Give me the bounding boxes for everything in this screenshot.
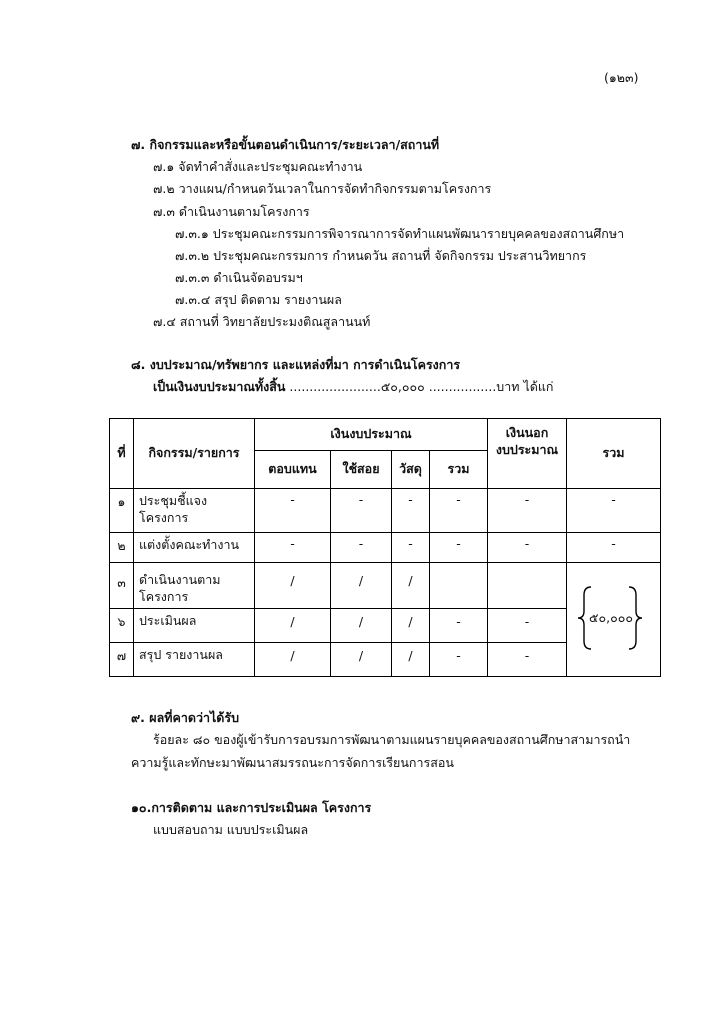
cell-subtotal: - (430, 489, 488, 533)
col-header-activity: กิจกรรม/รายการ (134, 419, 255, 489)
section-7-item-3: ๗.๓ ดำเนินงานตามโครงการ (153, 204, 310, 219)
cell-subtotal: - (430, 533, 488, 563)
section-7-item-3-2: ๗.๓.๒ ประชุมคณะกรรมการ กำหนดวัน สถานที่ จัดกิจกรรม ประสานวิทยากร (175, 248, 587, 263)
cell-compensation: / (255, 563, 331, 609)
cell-compensation: - (255, 489, 331, 533)
cell-non-budget (488, 563, 567, 609)
cell-subtotal: - (430, 643, 488, 677)
cell-non-budget: - (488, 609, 567, 643)
cell-non-budget: - (488, 489, 567, 533)
section-7-item-3-3: ๗.๓.๓ ดำเนินจัดอบรมฯ (175, 270, 303, 285)
cell-materials: - (392, 533, 430, 563)
section-10-heading: ๑๐.การติดตาม และการประเมินผล โครงการ (131, 800, 372, 815)
grouped-total-value: ๕๐,๐๐๐ (589, 610, 633, 625)
section-7-item-4: ๗.๔ สถานที่ วิทยาลัยประมงติณสูลานนท์ (153, 314, 371, 329)
cell-materials: - (392, 489, 430, 533)
col-header-materials: วัสดุ (392, 451, 430, 489)
budget-total-amount: .......................๕๐,๐๐๐ .................บาท ได้แก่ (285, 379, 554, 394)
section-8-heading: ๘. งบประมาณ/ทรัพยากร และแหล่งที่มา การดำเนินโครงการ (131, 357, 461, 372)
section-10-line-1: แบบสอบถาม แบบประเมินผล (153, 822, 309, 837)
row-activity: ประเมินผล (134, 609, 255, 643)
col-header-expenses: ใช้สอย (331, 451, 392, 489)
cell-expenses: / (331, 563, 392, 609)
section-9-line-1: ร้อยละ ๘๐ ของผู้เข้ารับการอบรมการพัฒนาตามแผนรายบุคคลของสถานศึกษาสามารถนำ (153, 732, 631, 747)
grouped-total (576, 585, 646, 651)
cell-materials: / (392, 609, 430, 643)
cell-expenses: - (331, 489, 392, 533)
cell-total: - (567, 489, 661, 533)
col-header-subtotal: รวม (430, 451, 488, 489)
col-header-total: รวม (567, 419, 661, 489)
budget-total-line (153, 379, 553, 395)
section-7-item-1: ๗.๑ จัดทำคำสั่งและประชุมคณะทำงาน (153, 159, 363, 174)
cell-expenses: / (331, 643, 392, 677)
cell-compensation: / (255, 609, 331, 643)
section-7-heading: ๗. กิจกรรมและหรือขั้นตอนดำเนินการ/ระยะเวลา/สถานที่ (131, 137, 440, 152)
cell-materials: / (392, 643, 430, 677)
cell-expenses: / (331, 609, 392, 643)
section-7-item-2: ๗.๒ วางแผน/กำหนดวันเวลาในการจัดทำกิจกรรมตามโครงการ (153, 181, 492, 196)
cell-non-budget: - (488, 533, 567, 563)
cell-compensation: - (255, 533, 331, 563)
section-7-item-3-4: ๗.๓.๔ สรุป ติดตาม รายงานผล (175, 292, 342, 307)
cell-materials: / (392, 563, 430, 609)
row-activity: ดำเนินงานตาม โครงการ (134, 563, 255, 609)
cell-expenses: - (331, 533, 392, 563)
row-no: ๓ (110, 563, 134, 609)
section-9-heading: ๙. ผลที่คาดว่าได้รับ (131, 710, 240, 725)
budget-total-prefix: เป็นเงินงบประมาณทั้งสิ้น (153, 379, 286, 394)
row-activity: แต่งตั้งคณะทำงาน (134, 533, 255, 563)
cell-subtotal: - (430, 609, 488, 643)
row-activity: สรุป รายงานผล (134, 643, 255, 677)
row-no: ๒ (110, 533, 134, 563)
section-9-line-2: ความรู้และทักษะมาพัฒนาสมรรถนะการจัดการเรียนการสอน (131, 755, 454, 770)
table-row (110, 489, 661, 533)
col-header-budget: เงินงบประมาณ (255, 419, 488, 451)
row-no: ๖ (110, 609, 134, 643)
section-7-item-3-1: ๗.๓.๑ ประชุมคณะกรรมการพิจารณาการจัดทำแผนพัฒนารายบุคคลของสถานศึกษา (175, 226, 625, 241)
row-activity: ประชุมชี้แจง โครงการ (134, 489, 255, 533)
table-row (110, 533, 661, 563)
col-header-non-budget: เงินนอก งบประมาณ (488, 419, 567, 489)
page-number: (๑๒๓) (604, 70, 639, 85)
cell-subtotal (430, 563, 488, 609)
col-header-compensation: ตอบแทน (255, 451, 331, 489)
cell-non-budget: - (488, 643, 567, 677)
cell-compensation: / (255, 643, 331, 677)
row-no: ๑ (110, 489, 134, 533)
cell-total: - (567, 533, 661, 563)
row-no: ๗ (110, 643, 134, 677)
col-header-no: ที่ (110, 419, 134, 489)
